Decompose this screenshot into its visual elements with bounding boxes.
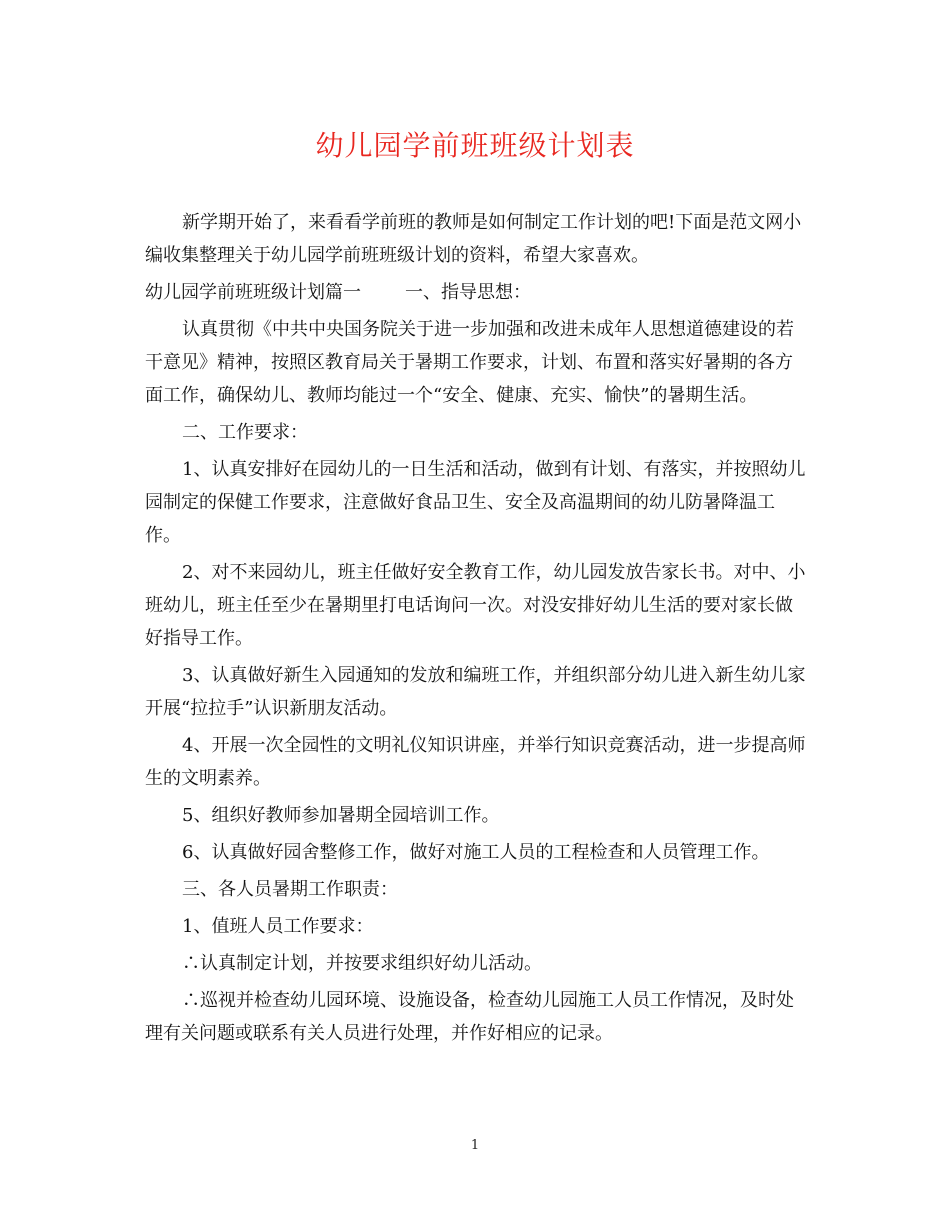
requirement-5: 5、组织好教师参加暑期全园培训工作。: [182, 805, 500, 826]
heading-staff-duties: 三、各人员暑期工作职责：: [182, 879, 398, 900]
requirement-6: 6、认真做好园舍整修工作，做好对施工人员的工程检查和人员管理工作。: [182, 842, 770, 863]
heading-guiding-ideology: 一、指导思想：: [405, 282, 531, 303]
duty-item-1: ∴认真制定计划，并按要求组织好幼儿活动。: [182, 953, 542, 974]
section-line: [145, 276, 807, 309]
document-title: 幼儿园学前班班级计划表: [315, 129, 635, 162]
section-label: 幼儿园学前班班级计划篇一: [145, 282, 361, 303]
duty-item-2: ∴巡视并检查幼儿园环境、设施设备，检查幼儿园施工人员工作情况，及时处理有关问题或联系有关人员进行处理，并作好相应的记录。: [145, 990, 794, 1044]
requirement-1: 1、认真安排好在园幼儿的一日生活和活动，做到有计划、有落实，并按照幼儿园制定的保健工作要求，注意做好食品卫生、安全及高温期间的幼儿防暑降温工作。: [145, 459, 806, 546]
requirement-2: 2、对不来园幼儿，班主任做好安全教育工作，幼儿园发放告家长书。对中、小班幼儿，班主任至少在暑期里打电话询问一次。对没安排好幼儿生活的要对家长做好指导工作。: [145, 562, 806, 649]
duty-1: 1、值班人员工作要求：: [182, 916, 374, 937]
page-number: 1: [470, 1138, 480, 1153]
requirement-4: 4、开展一次全园性的文明礼仪知识讲座，并举行知识竞赛活动，进一步提高师生的文明素养。: [145, 735, 806, 789]
intro-paragraph: 新学期开始了，来看看学前班的教师是如何制定工作计划的吧!下面是范文网小编收集整理关于幼儿园学前班班级计划的资料，希望大家喜欢。: [145, 212, 802, 266]
guiding-ideology-paragraph: 认真贯彻《中共中央国务院关于进一步加强和改进未成年人思想道德建设的若干意见》精神，按照区教育局关于暑期工作要求，计划、布置和落实好暑期的各方面工作，确保幼儿、教师均能过一个“安全、健康、充实、愉快”的暑期生活。: [145, 319, 794, 406]
requirement-3: 3、认真做好新生入园通知的发放和编班工作，并组织部分幼儿进入新生幼儿家开展“拉拉手”认识新朋友活动。: [145, 665, 806, 719]
document-body: [145, 206, 807, 1054]
heading-work-requirements: 二、工作要求：: [182, 422, 308, 443]
